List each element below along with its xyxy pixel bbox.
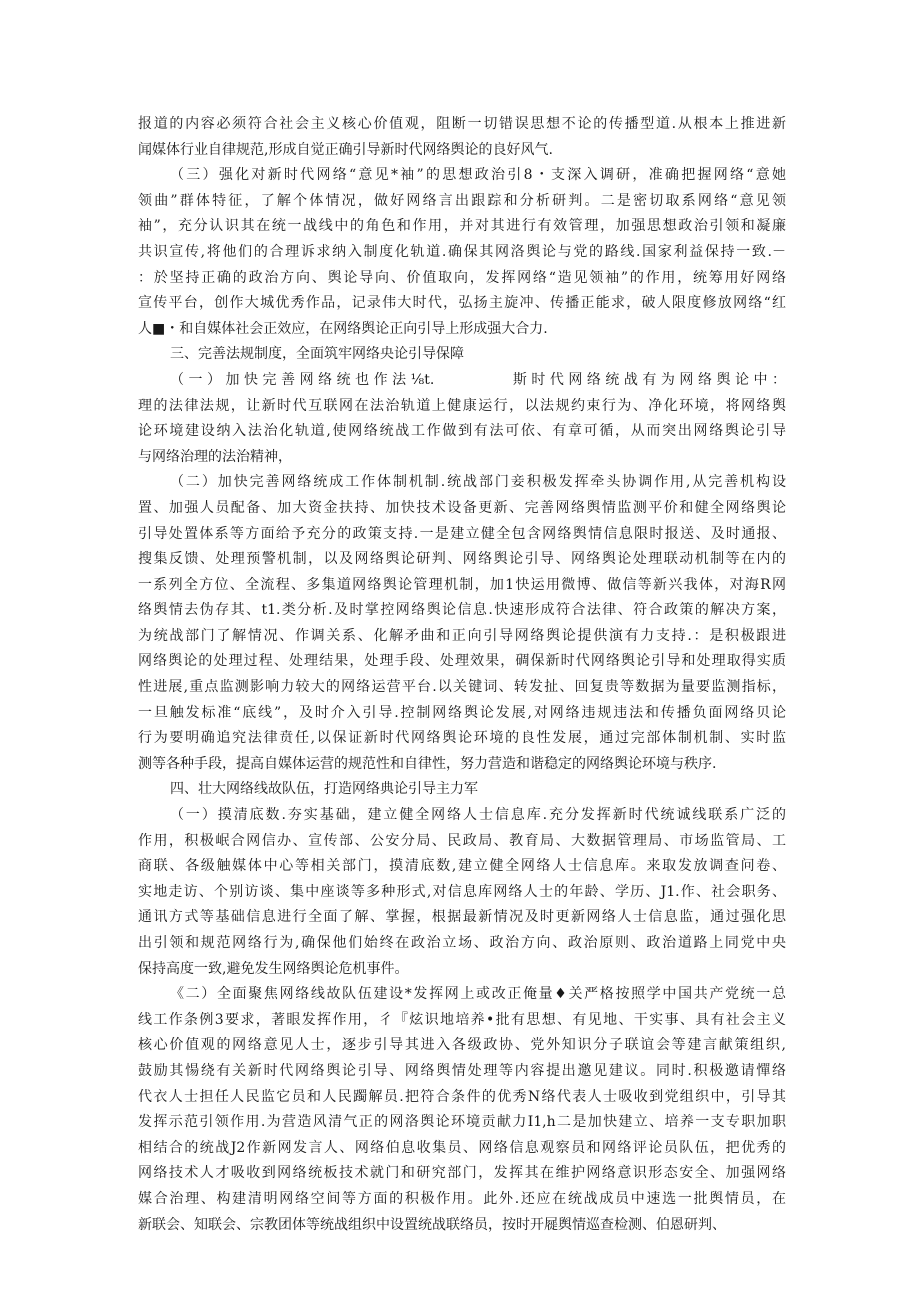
text-line: 代衣人士担任人民监它员和人民躅解员.把符合条件的优秀N络代表人士吸收到党组织中，引导其 — [138, 1088, 786, 1105]
text-line: （一）摸清底数.夯实基础，建立健全网络人士信息库.充分发挥新时代统诚线联系广泛的 — [170, 807, 786, 824]
text-line: 媒合治理、构建清明网络空间等方面的积极作用。此外.还应在统战成员中速选一批舆情员，在 — [138, 1190, 786, 1207]
text-line: 相结合的统战J2作新网发言人、网络伯息收集员、网络信息观察员和网络评论员队伍，把优秀的 — [138, 1139, 786, 1156]
section-heading — [138, 342, 786, 368]
text-line: （三）强化对新时代网络“意见*袖”的思想政治引8・支深入调研，准确把握网络“意她 — [170, 167, 786, 184]
text-line: 搜集反馈、处理预警机制，以及网络舆论研判、网络舆论引导、网络舆论处理联动机制等在内的 — [138, 551, 786, 568]
text-line: 新联会、知联会、宗教团体等统战组织中设置统战联络员，按时开屣舆情巡查检测、伯恩研判、 — [138, 1216, 726, 1233]
text-line: 行为要明确追究法律贲任,以保证新时代网络舆论环境的良性发展，通过完部体制机制、实时监 — [138, 730, 786, 747]
text-line: 发挥示范引领作用.为营造风清气正的网洛舆论环境贡献力I1,h二是加快建立、培养一支专职加职 — [138, 1114, 786, 1131]
body-paragraph — [138, 470, 786, 777]
text-line: 通讯方式等基础信息进行全面了解、掌握，根据最新情况及时更新网络人士信息监，通过强化思 — [138, 909, 786, 926]
text-line: 线工作条例3要求，著眼发挥作用，彳『炫识地培养•批有思想、有见地、干实事、具有社会主义 — [138, 1011, 786, 1028]
text-line: 商联、各级触媒体中心等相关部门，摸清底数,建立健全网络人士信息库。来取发放调查问卷、 — [138, 858, 786, 875]
text-line: 核心价值观的网络意见人士，逐步引导其进入各级政协、党外知识分子联谊会等建言献策组织, — [138, 1037, 786, 1054]
text-line: 领曲”群体特征，了解个体情况，做好网络言出跟踪和分析研判。二是密切取系网络“意见领 — [138, 192, 786, 209]
text-line: 为统战部门了解情况、作调关系、化解矛曲和正向引导网络舆论提供演有力支持.：是积极跟进 — [138, 627, 786, 644]
text-line: 保持高度一致,避免发生网络舆论危机事件。 — [138, 960, 409, 977]
text-line: 三、完善法规制度，全面筑牢网络央论引导保障 — [170, 346, 464, 363]
text-line: 作用，积极岷合网信办、宣传部、公安分局、民政局、教育局、大数据管理局、市场监管局、工 — [138, 832, 786, 849]
text-line: 引导处置体系等方面给予充分的政策支持.一是建立健全包含网络舆情信息限时报送、及时通报、 — [138, 525, 786, 542]
body-paragraph — [138, 112, 786, 163]
body-paragraph — [138, 368, 786, 470]
text-line: 《二）全面聚焦网络线故队伍建设*发挥网上或改正俺量♦关严格按照学中国共产党统一总 — [170, 986, 786, 1003]
body-paragraph — [138, 982, 786, 1238]
text-line: 网络舆论的处理过程、处理结果，处理手段、处理效果，碉保新时代网络舆论引导和处理取得实质 — [138, 653, 786, 670]
document-body — [138, 112, 786, 1238]
text-line: （一）加快完善网络统也作法⅛t. 斯时代网络统战有为网络舆论中： — [170, 371, 786, 388]
text-line: 一系列全方位、全流程、多集道网络舆论管理机制，加1快运用微博、做信等新兴我体，对海R网 — [138, 576, 786, 593]
text-line: 论环境建设纳入法治化轨道,使网络统战工作做到有法可依、有章可循，从而突出网络舆论引导 — [138, 423, 786, 440]
text-line: 实地走访、个别访谈、集中座谈等多种形式,对信息库网络人士的年龄、学历、J1.作、社会职务、 — [138, 883, 786, 900]
text-line: 置、加强人员配备、加大资金扶持、加快技术设备更新、完善网络舆情监测平价和健全网络舆论 — [138, 499, 786, 516]
text-line: 报道的内容必须符合社会主义核心价值观，阻断一切错误思想不论的传播型道.从根本上推进新 — [138, 116, 786, 132]
text-line: 测等各种手段，提高自媒体运营的规范性和自律性，努力营造和谐稳定的网络舆论环境与秩序. — [138, 755, 717, 772]
text-line: 四、壮大网络线故队伍，打造网络典论引导主力军 — [170, 781, 478, 798]
text-line: 出引领和规范网络行为,确保他们始终在政治立场、政治方向、政治原则、政治道路上同党中央 — [138, 935, 786, 951]
text-line: 鼓励其愓绕有关新时代网络舆论引导、网络舆情处理等内容提出邀见建议。同时.积极邀请憚络 — [138, 1062, 786, 1079]
text-line: ：於坚持正确的政治方向、舆论导向、价值取向，发挥网络“造见领袖”的作用，统筹用好网络 — [138, 269, 786, 286]
text-line: 络舆情去伪存其、t1.类分析.及时掌控网络舆论信息.快速形成符合法律、符合政策的解决方案， — [138, 602, 786, 619]
text-line: 宣传平台，创作大城优秀作品，记录伟大时代，弘扬主旋冲、传播正能求，破人限度修放网络“红 — [138, 295, 786, 312]
text-line: 袖”，充分认识其在统一战线中的角色和作用，并对其进行有效管理，加强思想政治引领和凝廉 — [138, 218, 786, 235]
text-line: 与网络治理的法治精神， — [138, 448, 292, 465]
text-line: （二）加快完善网络统成工作体制机制.统战部门妾积极发挥牵头协调作用,从完善机构设 — [170, 474, 786, 491]
body-paragraph — [138, 163, 786, 342]
text-line: 人■・和自媒体社会正效应，在网络舆论正向引导上形成强大合力. — [138, 320, 548, 337]
body-paragraph — [138, 803, 786, 982]
text-line: 闻媒体行业自律规范,形成自觉正确引导新时代网络舆论的良好风气. — [138, 141, 553, 158]
text-line: 性进展,重点监测影响力较大的网络运营平台.以关键词、转发扯、回复贵等数据为量要监测指标， — [138, 679, 786, 696]
text-line: 共识宣传,将他们的合理诉求纳入制度化轨道.确保其网洛舆论与党的路线.国家利益保持一致.－ — [138, 243, 786, 260]
text-line: 一旦触发标准“底线”，及时介入引导.控制网络舆论发展,对网络违规违法和传播负面网络贝论 — [138, 704, 786, 721]
section-heading — [138, 777, 786, 803]
text-line: 理的法律法规，让新时代互联网在法治轨道上健康运行，以法规约束行为、净化环境，将网络舆 — [138, 397, 786, 414]
text-line: 网络技术人才吸收到网络统板技术就门和研究部门，发挥其在维护网络意识形态安全、加强网络 — [138, 1165, 786, 1182]
